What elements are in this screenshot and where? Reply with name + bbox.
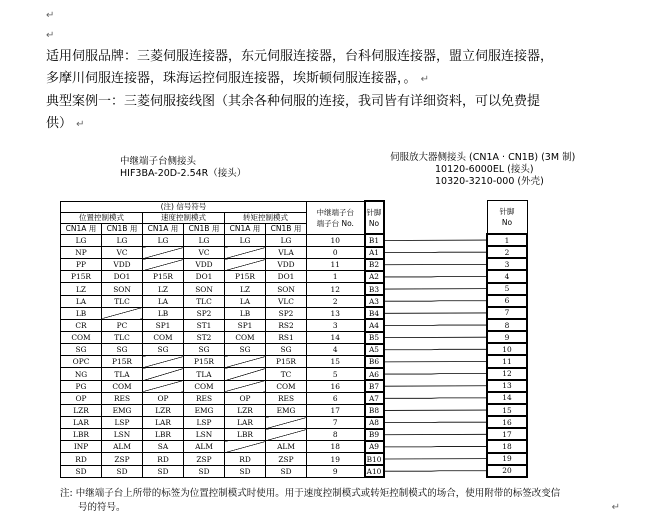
servo-pin-cell: 9 (487, 331, 527, 343)
relay-terminal-cell: 13 (307, 307, 365, 319)
relay-terminal-cell: 19 (307, 453, 365, 465)
pin-cell: A4 (365, 319, 384, 331)
servo-pin-cell: 10 (487, 343, 527, 355)
signal-cell: ALM (266, 441, 307, 453)
signal-cell: LBR (61, 429, 102, 441)
signal-cell: P15R (266, 356, 307, 368)
intro-line: 供） ↵ (46, 116, 85, 131)
signal-cell: SON (184, 283, 225, 295)
pin-cell: A7 (365, 392, 384, 404)
signal-cell: LG (225, 234, 266, 246)
signal-cell: OP (143, 392, 184, 404)
signal-cell: SA (143, 441, 184, 453)
relay-terminal-cell: 9 (307, 465, 365, 477)
relay-terminal-cell: 4 (307, 344, 365, 356)
signal-cell: SG (143, 344, 184, 356)
signal-cell: LBR (225, 429, 266, 441)
relay-terminal-cell: 2 (307, 295, 365, 307)
intro-line: 典型案例一：三菱伺服接线图（其余各种伺服的连接，我司皆有详细资料，可以免费提 (46, 94, 541, 109)
left-connector-model: HIF3BA-20D-2.54R（接头） (120, 168, 247, 179)
signal-cell: LSN (102, 429, 143, 441)
relay-terminal-cell: 3 (307, 319, 365, 331)
pin-cell: B7 (365, 380, 384, 392)
pin-cell: A10 (365, 465, 384, 477)
pin-cell: A3 (365, 295, 384, 307)
relay-terminal-cell: 16 (307, 380, 365, 392)
pin-header: 针脚 No (365, 201, 384, 234)
signal-cell: SD (266, 465, 307, 477)
servo-pin-cell: 18 (487, 440, 527, 452)
signal-cell: EMG (266, 404, 307, 416)
signal-cell: COM (61, 332, 102, 344)
signal-cell: ALM (102, 441, 143, 453)
left-connector-title: 中继端子台侧接头 (120, 156, 197, 167)
servo-pin-cell: 8 (487, 319, 527, 331)
servo-pin-cell: 17 (487, 428, 527, 440)
signal-cell: SG (225, 344, 266, 356)
servo-pin-cell: 4 (487, 270, 527, 282)
signal-cell: SON (102, 283, 143, 295)
relay-terminal-header: 中继端子台 端子台 No. (307, 201, 365, 234)
signal-cell: COM (266, 380, 307, 392)
signal-cell: SP2 (184, 307, 225, 319)
cn1a-header: CN1A 用 (61, 223, 102, 234)
signal-cell: TC (266, 368, 307, 380)
signal-cell: LA (143, 295, 184, 307)
position-mode-header: 位置控制模式 (61, 212, 143, 223)
pin-cell: A5 (365, 344, 384, 356)
pin-cell: A6 (365, 368, 384, 380)
signal-cell: LBR (143, 429, 184, 441)
pin-cell: A2 (365, 271, 384, 283)
pin-cell: A1 (365, 247, 384, 259)
signal-cell: LZ (143, 283, 184, 295)
signal-cell: LAR (61, 417, 102, 429)
signal-cell: ST1 (184, 319, 225, 331)
signal-cell: PP (61, 259, 102, 271)
paragraph-mark: ↵ (46, 30, 55, 41)
pin-cell: B6 (365, 356, 384, 368)
relay-terminal-cell: 8 (307, 429, 365, 441)
servo-pin-cell: 7 (487, 307, 527, 319)
intro-line: 适用伺服品牌：三菱伺服连接器，东元伺服连接器，台科伺服连接器，盟立伺服连接器， (46, 49, 554, 64)
servo-pin-cell: 5 (487, 283, 527, 295)
signal-cell: SP1 (225, 319, 266, 331)
relay-terminal-cell: 0 (307, 247, 365, 259)
signal-cell: SG (266, 344, 307, 356)
relay-terminal-cell: 15 (307, 356, 365, 368)
signal-cell: VC (102, 247, 143, 259)
signal-cell: EMG (184, 404, 225, 416)
relay-terminal-cell: 1 (307, 271, 365, 283)
relay-terminal-cell: 12 (307, 283, 365, 295)
signal-cell: TLA (102, 368, 143, 380)
signal-cell: VDD (102, 259, 143, 271)
signal-cell: RES (266, 392, 307, 404)
signal-cell: LZ (61, 283, 102, 295)
servo-pin-cell: 2 (487, 246, 527, 258)
pin-cell: B3 (365, 283, 384, 295)
signal-cell: COM (184, 380, 225, 392)
servo-pin-cell: 15 (487, 404, 527, 416)
pin-cell: B5 (365, 332, 384, 344)
signal-cell: SD (102, 465, 143, 477)
servo-pin-cell: 16 (487, 416, 527, 428)
signal-cell: VLA (266, 247, 307, 259)
signal-cell: TLC (102, 332, 143, 344)
signal-cell: VLC (266, 295, 307, 307)
signal-cell: TLA (184, 368, 225, 380)
signal-cell: ZSP (184, 453, 225, 465)
servo-pin-cell: 1 (487, 234, 527, 246)
servo-pin-cell: 20 (487, 465, 527, 477)
signal-cell: NG (61, 368, 102, 380)
signal-cell: SD (225, 465, 266, 477)
signal-cell: SON (266, 283, 307, 295)
signal-cell: PC (102, 319, 143, 331)
signal-cell: P15R (184, 356, 225, 368)
cn1b-header: CN1B 用 (266, 223, 307, 234)
cn1b-header: CN1B 用 (102, 223, 143, 234)
signal-cell: LZ (225, 283, 266, 295)
pin-cell: B10 (365, 453, 384, 465)
signal-cell: LA (61, 295, 102, 307)
signal-cell: SP2 (266, 307, 307, 319)
signal-cell: RD (143, 453, 184, 465)
signal-cell: LB (143, 307, 184, 319)
pin-cell: A8 (365, 417, 384, 429)
paragraph-mark: ↵ (46, 10, 55, 21)
right-connector-title: 伺服放大器侧接头 (CN1A · CN1B) (3M 制) (390, 152, 576, 163)
relay-terminal-cell: 7 (307, 417, 365, 429)
signal-cell: P15R (102, 356, 143, 368)
signal-cell: LZR (143, 404, 184, 416)
speed-mode-header: 速度控制模式 (143, 212, 225, 223)
signal-cell: VC (184, 247, 225, 259)
servo-pin-cell: 3 (487, 258, 527, 270)
signal-cell: SG (102, 344, 143, 356)
signal-note-header: (注) 信号符号 (61, 201, 307, 212)
signal-cell: LSP (102, 417, 143, 429)
signal-cell: DO1 (184, 271, 225, 283)
signal-cell: RES (102, 392, 143, 404)
relay-terminal-cell: 17 (307, 404, 365, 416)
signal-cell: COM (225, 332, 266, 344)
signal-cell: DO1 (102, 271, 143, 283)
signal-cell: INP (61, 441, 102, 453)
torque-mode-header: 转矩控制模式 (225, 212, 307, 223)
relay-terminal-cell: 5 (307, 368, 365, 380)
pin-cell: B9 (365, 429, 384, 441)
signal-cell: EMG (102, 404, 143, 416)
relay-terminal-cell: 14 (307, 332, 365, 344)
pin-cell: B8 (365, 404, 384, 416)
signal-cell: RS1 (266, 332, 307, 344)
right-connector-model-1: 10120-6000EL (接头) (435, 164, 534, 175)
signal-cell: LZR (61, 404, 102, 416)
signal-cell: LSN (184, 429, 225, 441)
signal-cell: LA (225, 295, 266, 307)
relay-terminal-cell: 18 (307, 441, 365, 453)
signal-cell: P15R (143, 271, 184, 283)
signal-cell: LG (184, 234, 225, 246)
signal-cell: PG (61, 380, 102, 392)
signal-cell: SD (184, 465, 225, 477)
relay-terminal-cell: 6 (307, 392, 365, 404)
signal-cell: VDD (266, 259, 307, 271)
servo-pin-cell: 11 (487, 355, 527, 367)
signal-cell: DO1 (266, 271, 307, 283)
intro-line: 多摩川伺服连接器，珠海运控伺服连接器，埃斯顿伺服连接器，。 ↵ (46, 71, 430, 86)
signal-cell: LSP (184, 417, 225, 429)
servo-pin-cell: 12 (487, 368, 527, 380)
servo-pin-cell: 6 (487, 295, 527, 307)
signal-cell: LG (266, 234, 307, 246)
footnote-line: 号的符号。 ↵ (78, 502, 620, 513)
signal-cell: COM (102, 380, 143, 392)
signal-cell: OP (61, 392, 102, 404)
signal-cell: SD (143, 465, 184, 477)
pin-cell: B4 (365, 307, 384, 319)
cn1b-header: CN1B 用 (184, 223, 225, 234)
signal-cell: LG (61, 234, 102, 246)
right-connector-model-2: 10320-3210-000 (外壳) (435, 176, 544, 187)
signal-cell: SP1 (143, 319, 184, 331)
pin-cell: B2 (365, 259, 384, 271)
servo-pin-cell: 19 (487, 453, 527, 465)
signal-cell: VDD (184, 259, 225, 271)
signal-cell: RS2 (266, 319, 307, 331)
pin-cell: A9 (365, 441, 384, 453)
signal-cell: SD (61, 465, 102, 477)
signal-cell: OPC (61, 356, 102, 368)
signal-cell: SG (61, 344, 102, 356)
cn1a-header: CN1A 用 (143, 223, 184, 234)
signal-cell: TLC (184, 295, 225, 307)
relay-terminal-cell: 10 (307, 234, 365, 246)
signal-cell: LG (143, 234, 184, 246)
signal-cell: ZSP (266, 453, 307, 465)
signal-cell: LZR (225, 404, 266, 416)
servo-pin-cell: 14 (487, 392, 527, 404)
signal-cell: LAR (143, 417, 184, 429)
signal-cell: SG (184, 344, 225, 356)
relay-terminal-cell: 11 (307, 259, 365, 271)
signal-cell: ALM (184, 441, 225, 453)
signal-cell: ZSP (102, 453, 143, 465)
servo-pin-header: 针脚 No (487, 201, 527, 235)
signal-cell: P15R (225, 271, 266, 283)
cn1a-header: CN1A 用 (225, 223, 266, 234)
signal-cell: LAR (225, 417, 266, 429)
footnote (60, 487, 620, 515)
pin-cell: B1 (365, 234, 384, 246)
signal-cell: CR (61, 319, 102, 331)
footnote-line: 注: 中继端子台上所带的标签为位置控制模式时使用。用于速度控制模式或转矩控制模式的场合，使用附带的标签改变信 (60, 488, 561, 499)
signal-cell: ST2 (184, 332, 225, 344)
signal-cell: LG (102, 234, 143, 246)
servo-pin-cell: 13 (487, 380, 527, 392)
signal-cell: COM (143, 332, 184, 344)
signal-cell: TLC (102, 295, 143, 307)
signal-cell: RES (184, 392, 225, 404)
signal-cell: P15R (61, 271, 102, 283)
signal-cell: NP (61, 247, 102, 259)
signal-cell: RD (225, 453, 266, 465)
signal-cell: OP (225, 392, 266, 404)
signal-cell: LB (61, 307, 102, 319)
signal-cell: LB (225, 307, 266, 319)
signal-cell: RD (61, 453, 102, 465)
